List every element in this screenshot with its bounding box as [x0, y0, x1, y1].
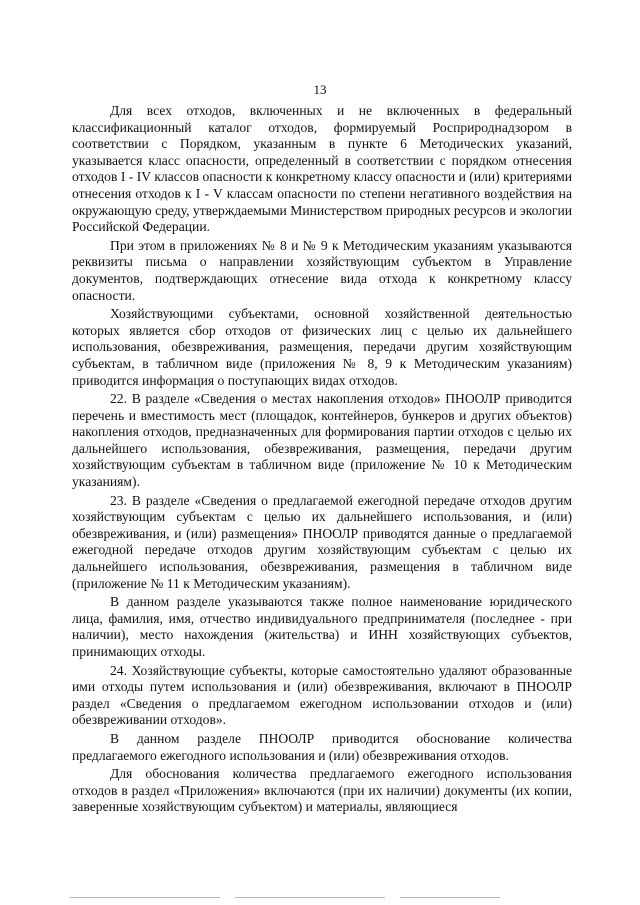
scan-artifact-line [400, 897, 500, 898]
document-body [72, 103, 572, 818]
paragraph-section-22: 22. В разделе «Сведения о местах накопления отходов» ПНООЛР приводится перечень и вместимость мест (площадок, контейнеров, бункеров и других объектов) накопления отходов, предназначенных для формирования партии отходов с целью их дальнейшего использования, обезвреживания, размещения, передачи другим хозяйствующим субъектам в табличном виде (приложение № 10 к Методическим указаниям). [72, 391, 572, 490]
paragraph-justification: В данном разделе ПНООЛР приводится обоснование количества предлагаемого ежегодного использования и (или) обезвреживания отходов. [72, 730, 572, 763]
scan-artifact-line [70, 897, 220, 898]
paragraph-section-23: 23. В разделе «Сведения о предлагаемой ежегодной передаче отходов другим хозяйствующим субъектам с целью их дальнейшего использования, и (или) обезвреживания, и (или) размещения» ПНООЛР приводятся данные о предлагаемой ежегодной передаче отходов другим хозяйствующим субъектам с целью их дальнейшего использования, обезвреживания, размещения в табличном виде (приложение № 11 к Методическим указаниям). [72, 492, 572, 591]
scan-artifact-line [235, 897, 385, 898]
page-number: 13 [313, 82, 327, 97]
paragraph-recipient-details: В данном разделе указываются также полное наименование юридического лица, фамилия, имя, отчество индивидуального предпринимателя (последнее - при наличии), место нахождения (жительства) и ИНН хозяйствующих субъектов, принимающих отходы. [72, 594, 572, 659]
paragraph-hazard-class: Для всех отходов, включенных и не включенных в федеральный классификационный каталог отходов, формируемый Росприроднадзором в соответствии с Порядком, указанным в пункте 6 Методических указаний, указывается класс опасности, определенный в соответствии с порядком отнесения отходов I - IV классов опасности к конкретному классу опасности и (или) критериями отнесения отходов к I - V классам опасности по степени негативного воздействия на окружающую среду, утверждаемыми Министерством природных ресурсов и экологии Российской Федерации. [72, 103, 572, 235]
paragraph-section-24: 24. Хозяйствующие субъекты, которые самостоятельно удаляют образованные ими отходы путем использования и (или) обезвреживания, включают в ПНООЛР раздел «Сведения о предлагаемом ежегодном использовании отходов и (или) обезвреживании отходов». [72, 662, 572, 728]
paragraph-appendix-documents: Для обоснования количества предлагаемого ежегодного использования отходов в раздел «Приложения» включаются (при их наличии) документы (их копии, заверенные хозяйствующим субъектом) и материалы, являющиеся [72, 766, 572, 815]
paragraph-collection-entities: Хозяйствующими субъектами, основной хозяйственной деятельностью которых является сбор отходов от физических лиц с целью их дальнейшего использования, обезвреживания, размещения, передачи другим хозяйствующим субъектам, в табличном виде (приложения № 8, 9 к Методическим указаниям) приводится информация о поступающих видах отходов. [72, 306, 572, 388]
paragraph-letter-details: При этом в приложениях № 8 и № 9 к Методическим указаниям указываются реквизиты письма о направлении хозяйствующим субъектом в Управление документов, подтверждающих отнесение вида отхода к конкретному классу опасности. [72, 237, 572, 303]
